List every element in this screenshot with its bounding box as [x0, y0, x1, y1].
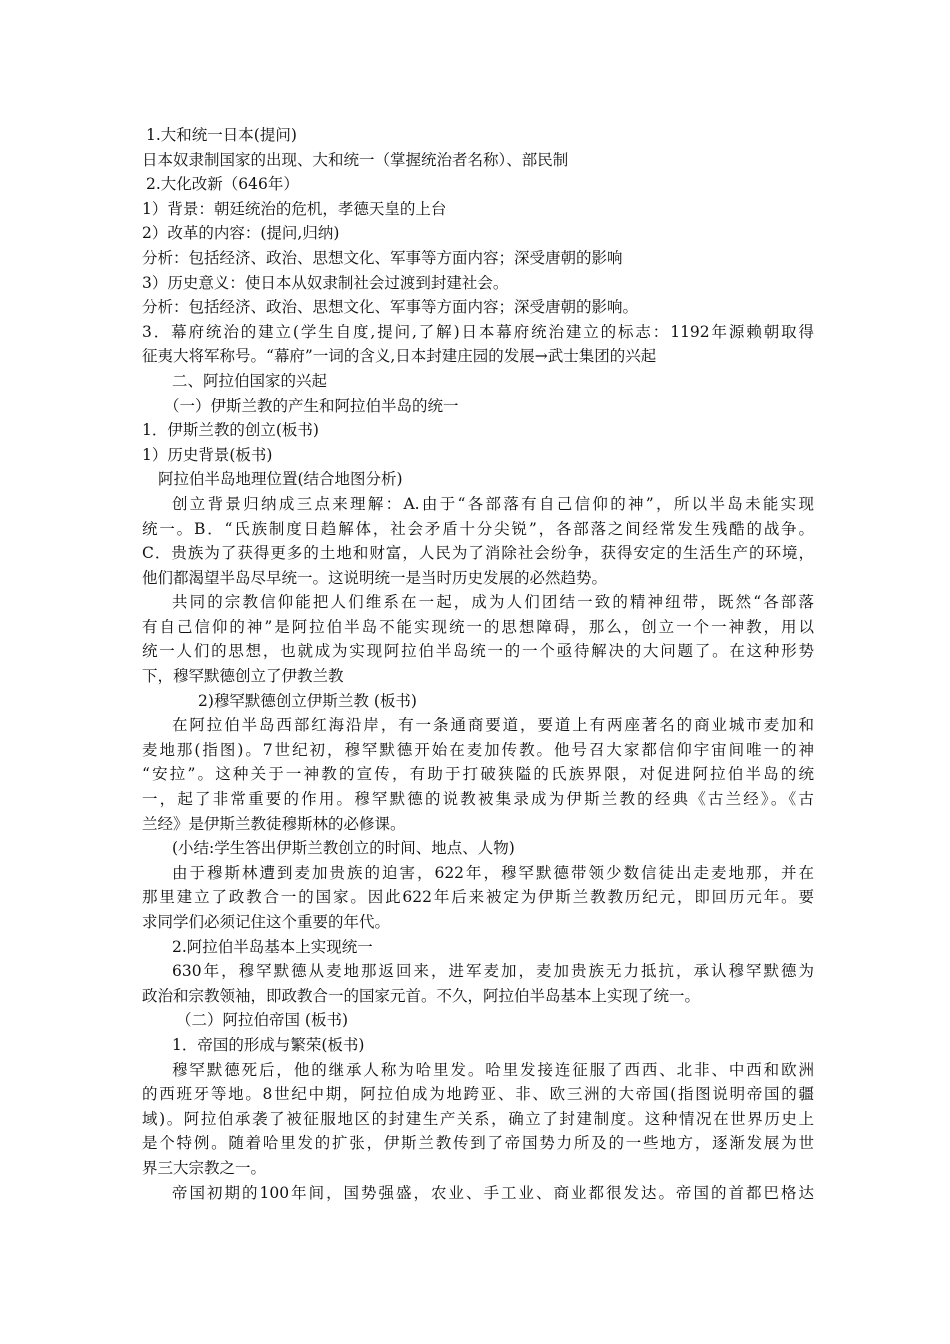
text-line: 下，穆罕默德创立了伊教兰教: [142, 667, 344, 686]
text-line: 阿拉伯半岛地理位置(结合地图分析): [158, 470, 403, 489]
text-line: 3）历史意义：使日本从奴隶制社会过渡到封建社会。: [142, 273, 509, 292]
text-line: 那里建立了政教合一的国家。因此622年后来被定为伊斯兰教教历纪元，即回历元年。要: [142, 888, 814, 907]
text-line: 他们都渴望半岛尽早统一。这说明统一是当时历史发展的必然趋势。: [142, 568, 608, 587]
text-line: 穆罕默德死后，他的继承人称为哈里发。哈里发接连征服了西西、北非、中西和欧洲: [172, 1060, 814, 1079]
text-line: 分析：包括经济、政治、思想文化、军事等方面内容；深受唐朝的影响: [142, 248, 623, 267]
text-line: 求同学们必须记住这个重要的年代。: [142, 913, 391, 931]
text-line: 在阿拉伯半岛西部红海沿岸，有一条通商要道，要道上有两座著名的商业城市麦加和: [172, 716, 814, 735]
text-line: 1．伊斯兰教的创立(板书): [142, 421, 319, 440]
text-line: 1．帝国的形成与繁荣(板书): [172, 1035, 365, 1054]
text-line: 兰经》是伊斯兰教徒穆斯林的必修课。: [142, 814, 406, 833]
text-line: 共同的宗教信仰能把人们维系在一起，成为人们团结一致的精神纽带，既然“各部落: [172, 593, 814, 612]
document-page: [142, 123, 814, 1205]
text-line: “安拉”。这种关于一神教的宣传，有助于打破狭隘的氏族界限，对促进阿拉伯半岛的统: [142, 765, 814, 784]
subsection-heading: （一）伊斯兰教的产生和阿拉伯半岛的统一: [164, 396, 459, 415]
text-line: 创立背景归纳成三点来理解：A.由于“各部落有自己信仰的神”，所以半岛未能实现: [172, 494, 814, 513]
text-line: 2）改革的内容：(提问,归纳): [142, 224, 340, 243]
text-line: 域)。阿拉伯承袭了被征服地区的封建生产关系，确立了封建制度。这种情况在世界历史上: [142, 1109, 814, 1128]
text-line: 1.大和统一日本(提问): [146, 126, 297, 144]
text-line: C．贵族为了获得更多的土地和财富，人民为了消除社会纷争，获得安定的生活生产的环境，: [142, 544, 814, 563]
text-line: 麦地那(指图)。7世纪初，穆罕默德开始在麦加传教。他号召大家都信仰宇宙间唯一的神: [142, 740, 814, 759]
text-line: 2.阿拉伯半岛基本上实现统一: [172, 937, 373, 956]
text-line: 630年，穆罕默德从麦地那返回来，进军麦加，麦加贵族无力抵抗，承认穆罕默德为: [172, 962, 814, 981]
text-line: 3．幕府统治的建立(学生自度,提问,了解)日本幕府统治建立的标志：1192年源赖朝取得: [142, 322, 814, 341]
text-line: 分析：包括经济、政治、思想文化、军事等方面内容；深受唐朝的影响。: [142, 298, 639, 317]
text-line: 2.大化改新（646年）: [146, 175, 299, 194]
text-line: 1）历史背景(板书): [142, 445, 273, 464]
text-line: 2)穆罕默德创立伊斯兰教 (板书): [198, 691, 417, 710]
text-line: 帝国初期的100年间，国势强盛，农业、手工业、商业都很发达。帝国的首都巴格达: [172, 1183, 814, 1202]
text-line: 日本奴隶制国家的出现、大和统一（掌握统治者名称）、部民制: [142, 150, 569, 169]
text-line: 由于穆斯林遭到麦加贵族的迫害，622年，穆罕默德带领少数信徒出走麦地那，并在: [172, 863, 814, 882]
text-line: 有自己信仰的神”是阿拉伯半岛不能实现统一的思想障碍，那么，创立一个一神教，用以: [142, 617, 814, 636]
text-line: 1）背景：朝廷统治的危机，孝德天皇的上台: [142, 199, 447, 218]
text-line: 一，起了非常重要的作用。穆罕默德的说教被集录成为伊斯兰教的经典《古兰经》。《古: [142, 790, 814, 809]
text-line: 政治和宗教领袖，即政教合一的国家元首。不久，阿拉伯半岛基本上实现了统一。: [142, 986, 701, 1005]
text-line: 征夷大将军称号。“幕府”一词的含义,日本封建庄园的发展→武士集团的兴起: [142, 347, 657, 366]
text-line: 统一。B．“氏族制度日趋解体，社会矛盾十分尖锐”，各部落之间经常发生残酷的战争。: [142, 519, 814, 538]
text-line: 的西班牙等地。8世纪中期，阿拉伯成为地跨亚、非、欧三洲的大帝国(指图说明帝国的疆: [142, 1085, 814, 1104]
section-heading: 二、阿拉伯国家的兴起: [172, 371, 328, 390]
text-line: (小结:学生答出伊斯兰教创立的时间、地点、人物): [172, 839, 515, 858]
text-line: 统一人们的思想，也就成为实现阿拉伯半岛统一的一个亟待解决的大问题了。在这种形势: [142, 642, 814, 661]
subsection-heading: （二）阿拉伯帝国 (板书): [176, 1011, 349, 1030]
text-line: 是个特例。随着哈里发的扩张，伊斯兰教传到了帝国势力所及的一些地方，逐渐发展为世: [142, 1134, 814, 1153]
text-line: 界三大宗教之一。: [142, 1158, 267, 1177]
